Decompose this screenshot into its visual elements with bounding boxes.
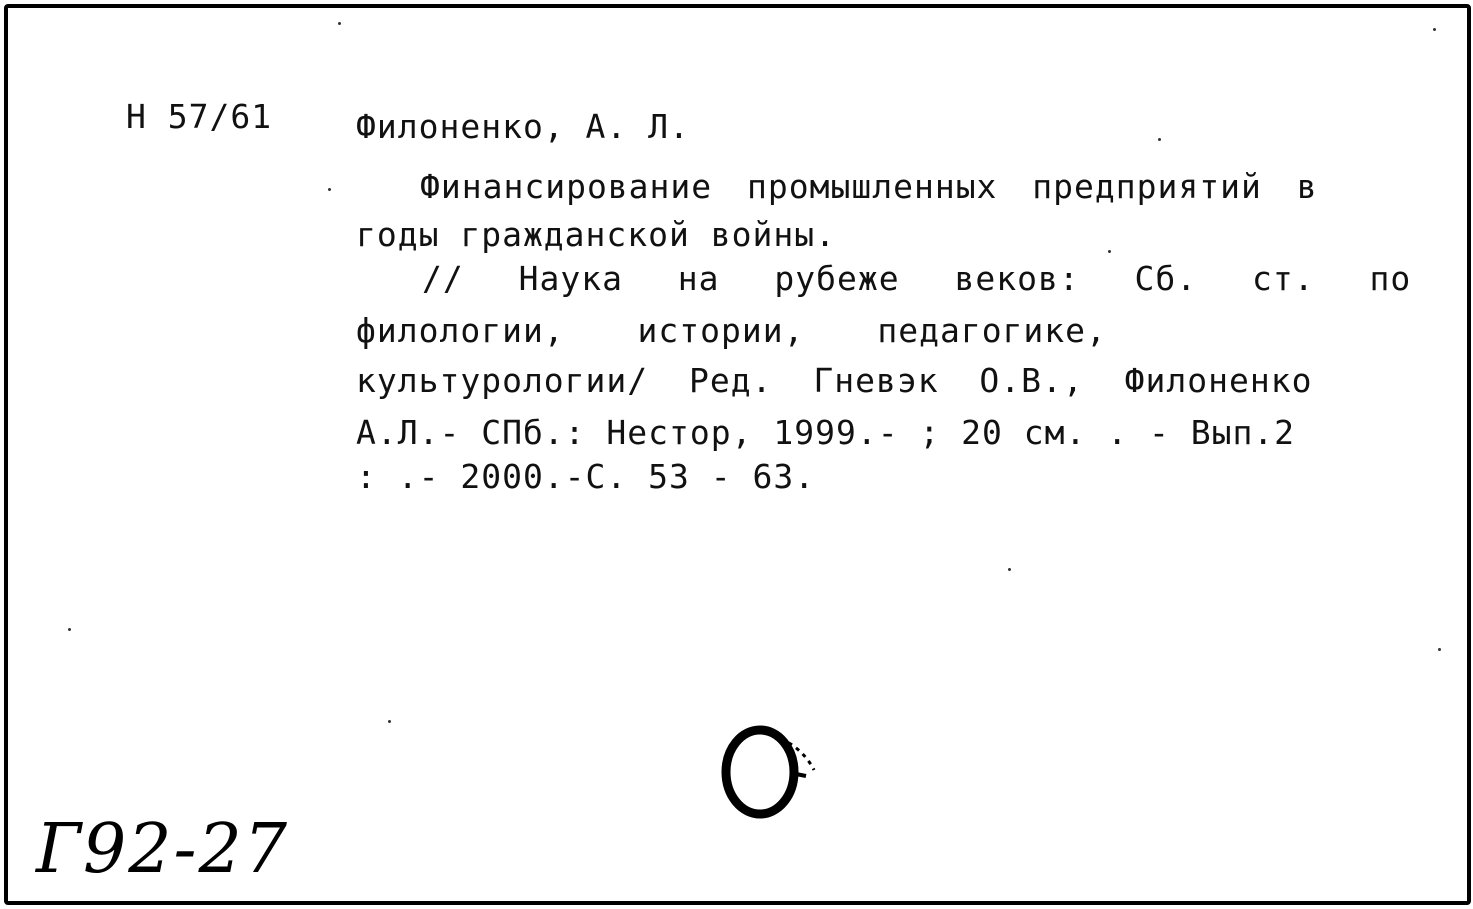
scan-speck <box>1008 568 1011 571</box>
handwritten-shelf-code: Г92-27 <box>36 810 290 889</box>
catalog-card <box>4 4 1471 905</box>
scan-speck <box>1433 28 1436 31</box>
title-line-1: Финансирование промышленных предприятий в <box>420 167 1318 206</box>
source-line-4: А.Л.- СПб.: Нестор, 1999.- ; 20 см. . - Вып.2 <box>356 413 1296 452</box>
source-line-3: культурологии/ Ред. Гневэк О.В., Филоненко <box>356 361 1313 400</box>
scan-speck <box>68 628 71 631</box>
title-line-2: годы гражданской войны. <box>356 215 836 254</box>
scan-speck <box>328 188 331 191</box>
source-line-5: : .- 2000.-С. 53 - 63. <box>356 457 816 496</box>
scan-speck <box>1158 138 1161 141</box>
call-number: Н 57/61 <box>126 97 273 136</box>
punch-hole-icon <box>710 720 828 820</box>
scan-speck <box>338 22 341 25</box>
source-line-2: филологии, истории, педагогике, <box>356 311 1107 350</box>
scan-speck <box>1108 250 1111 253</box>
source-line-1: // Наука на рубеже веков: Сб. ст. по <box>422 259 1412 298</box>
scan-speck <box>1438 648 1441 651</box>
author-heading: Филоненко, А. Л. <box>356 107 690 146</box>
scan-speck <box>388 720 391 723</box>
